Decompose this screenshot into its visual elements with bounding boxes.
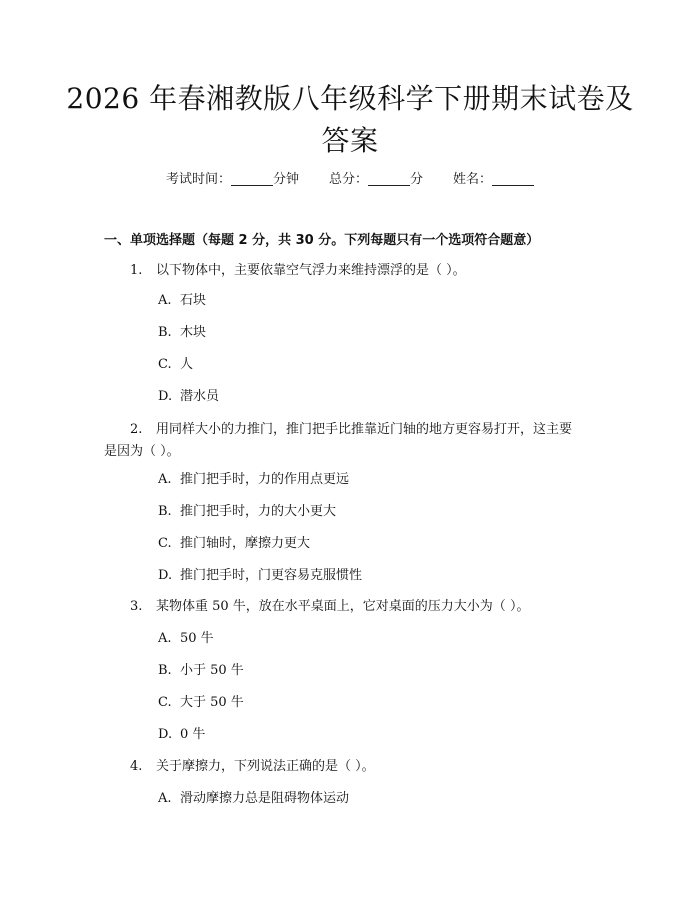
- question-2-option-a: [158, 470, 349, 490]
- option-letter: B.: [158, 663, 172, 678]
- option-text: 推门把手时，力的大小更大: [180, 504, 337, 519]
- question-1: [130, 260, 466, 282]
- question-number: 1.: [130, 263, 143, 278]
- question-number: 3.: [130, 599, 143, 614]
- question-2-option-c: [158, 534, 310, 554]
- question-1-option-a: [158, 291, 206, 311]
- time-unit: 分钟: [272, 172, 299, 187]
- question-1-option-d: [158, 387, 219, 407]
- option-letter: A.: [158, 293, 172, 308]
- question-3-option-d: [158, 725, 205, 745]
- question-number: 4.: [130, 759, 143, 774]
- option-letter: D.: [158, 389, 173, 404]
- option-text: 大于 50 牛: [180, 695, 244, 710]
- option-letter: D.: [158, 727, 173, 742]
- option-text: 50 牛: [180, 631, 214, 646]
- exam-info-line: [0, 168, 700, 187]
- option-letter: A.: [158, 631, 172, 646]
- option-letter: C.: [158, 695, 172, 710]
- option-text: 0 牛: [180, 727, 206, 742]
- exam-title-line-2: 答案: [321, 124, 379, 157]
- question-stem: 关于摩擦力，下列说法正确的是（ ）。: [156, 759, 375, 774]
- question-1-option-c: [158, 355, 193, 375]
- option-letter: A.: [158, 472, 172, 487]
- option-text: 人: [180, 357, 194, 372]
- question-3-option-b: [158, 661, 244, 681]
- option-text: 小于 50 牛: [180, 663, 244, 678]
- exam-title: [60, 78, 640, 162]
- option-letter: A.: [158, 791, 172, 806]
- time-label: 考试时间：: [165, 172, 231, 187]
- option-letter: B.: [158, 325, 172, 340]
- option-letter: C.: [158, 536, 172, 551]
- option-text: 潜水员: [180, 389, 220, 404]
- question-3-option-a: [158, 629, 214, 649]
- option-text: 推门轴时，摩擦力更大: [180, 536, 311, 551]
- option-letter: C.: [158, 357, 172, 372]
- score-unit: 分: [410, 172, 424, 187]
- question-2-stem-line-2: 是因为（ ）。: [104, 444, 180, 459]
- question-stem: 以下物体中，主要依靠空气浮力来维持漂浮的是（ ）。: [156, 263, 466, 278]
- option-text: 石块: [180, 293, 207, 308]
- option-letter: B.: [158, 504, 172, 519]
- score-label: 总分：: [328, 172, 368, 187]
- question-stem-line-1: 用同样大小的力推门，推门把手比推靠近门轴的地方更容易打开，这主要: [156, 422, 573, 437]
- name-label: 姓名：: [453, 172, 493, 187]
- question-2: [130, 419, 572, 441]
- question-4-option-a: [158, 789, 349, 809]
- name-blank: [492, 171, 534, 186]
- question-3: [130, 596, 529, 618]
- exam-title-line-1: 2026 年春湘教版八年级科学下册期末试卷及: [66, 82, 634, 115]
- question-1-option-b: [158, 323, 206, 343]
- option-text: 木块: [180, 325, 207, 340]
- score-blank: [368, 171, 410, 186]
- option-letter: D.: [158, 568, 173, 583]
- question-stem: 某物体重 50 牛，放在水平桌面上，它对桌面的压力大小为（ ）。: [156, 599, 530, 614]
- option-text: 推门把手时，力的作用点更远: [180, 472, 350, 487]
- question-3-option-c: [158, 693, 244, 713]
- option-text: 推门把手时，门更容易克服惯性: [180, 568, 363, 583]
- time-blank: [231, 171, 273, 186]
- question-number: 2.: [130, 422, 143, 437]
- question-4: [130, 756, 375, 778]
- section-1-heading: 一、单项选择题（每题 2 分，共 30 分。下列每题只有一个选项符合题意）: [104, 233, 540, 248]
- question-2-option-b: [158, 502, 336, 522]
- option-text: 滑动摩擦力总是阻碍物体运动: [180, 791, 350, 806]
- question-2-option-d: [158, 566, 362, 586]
